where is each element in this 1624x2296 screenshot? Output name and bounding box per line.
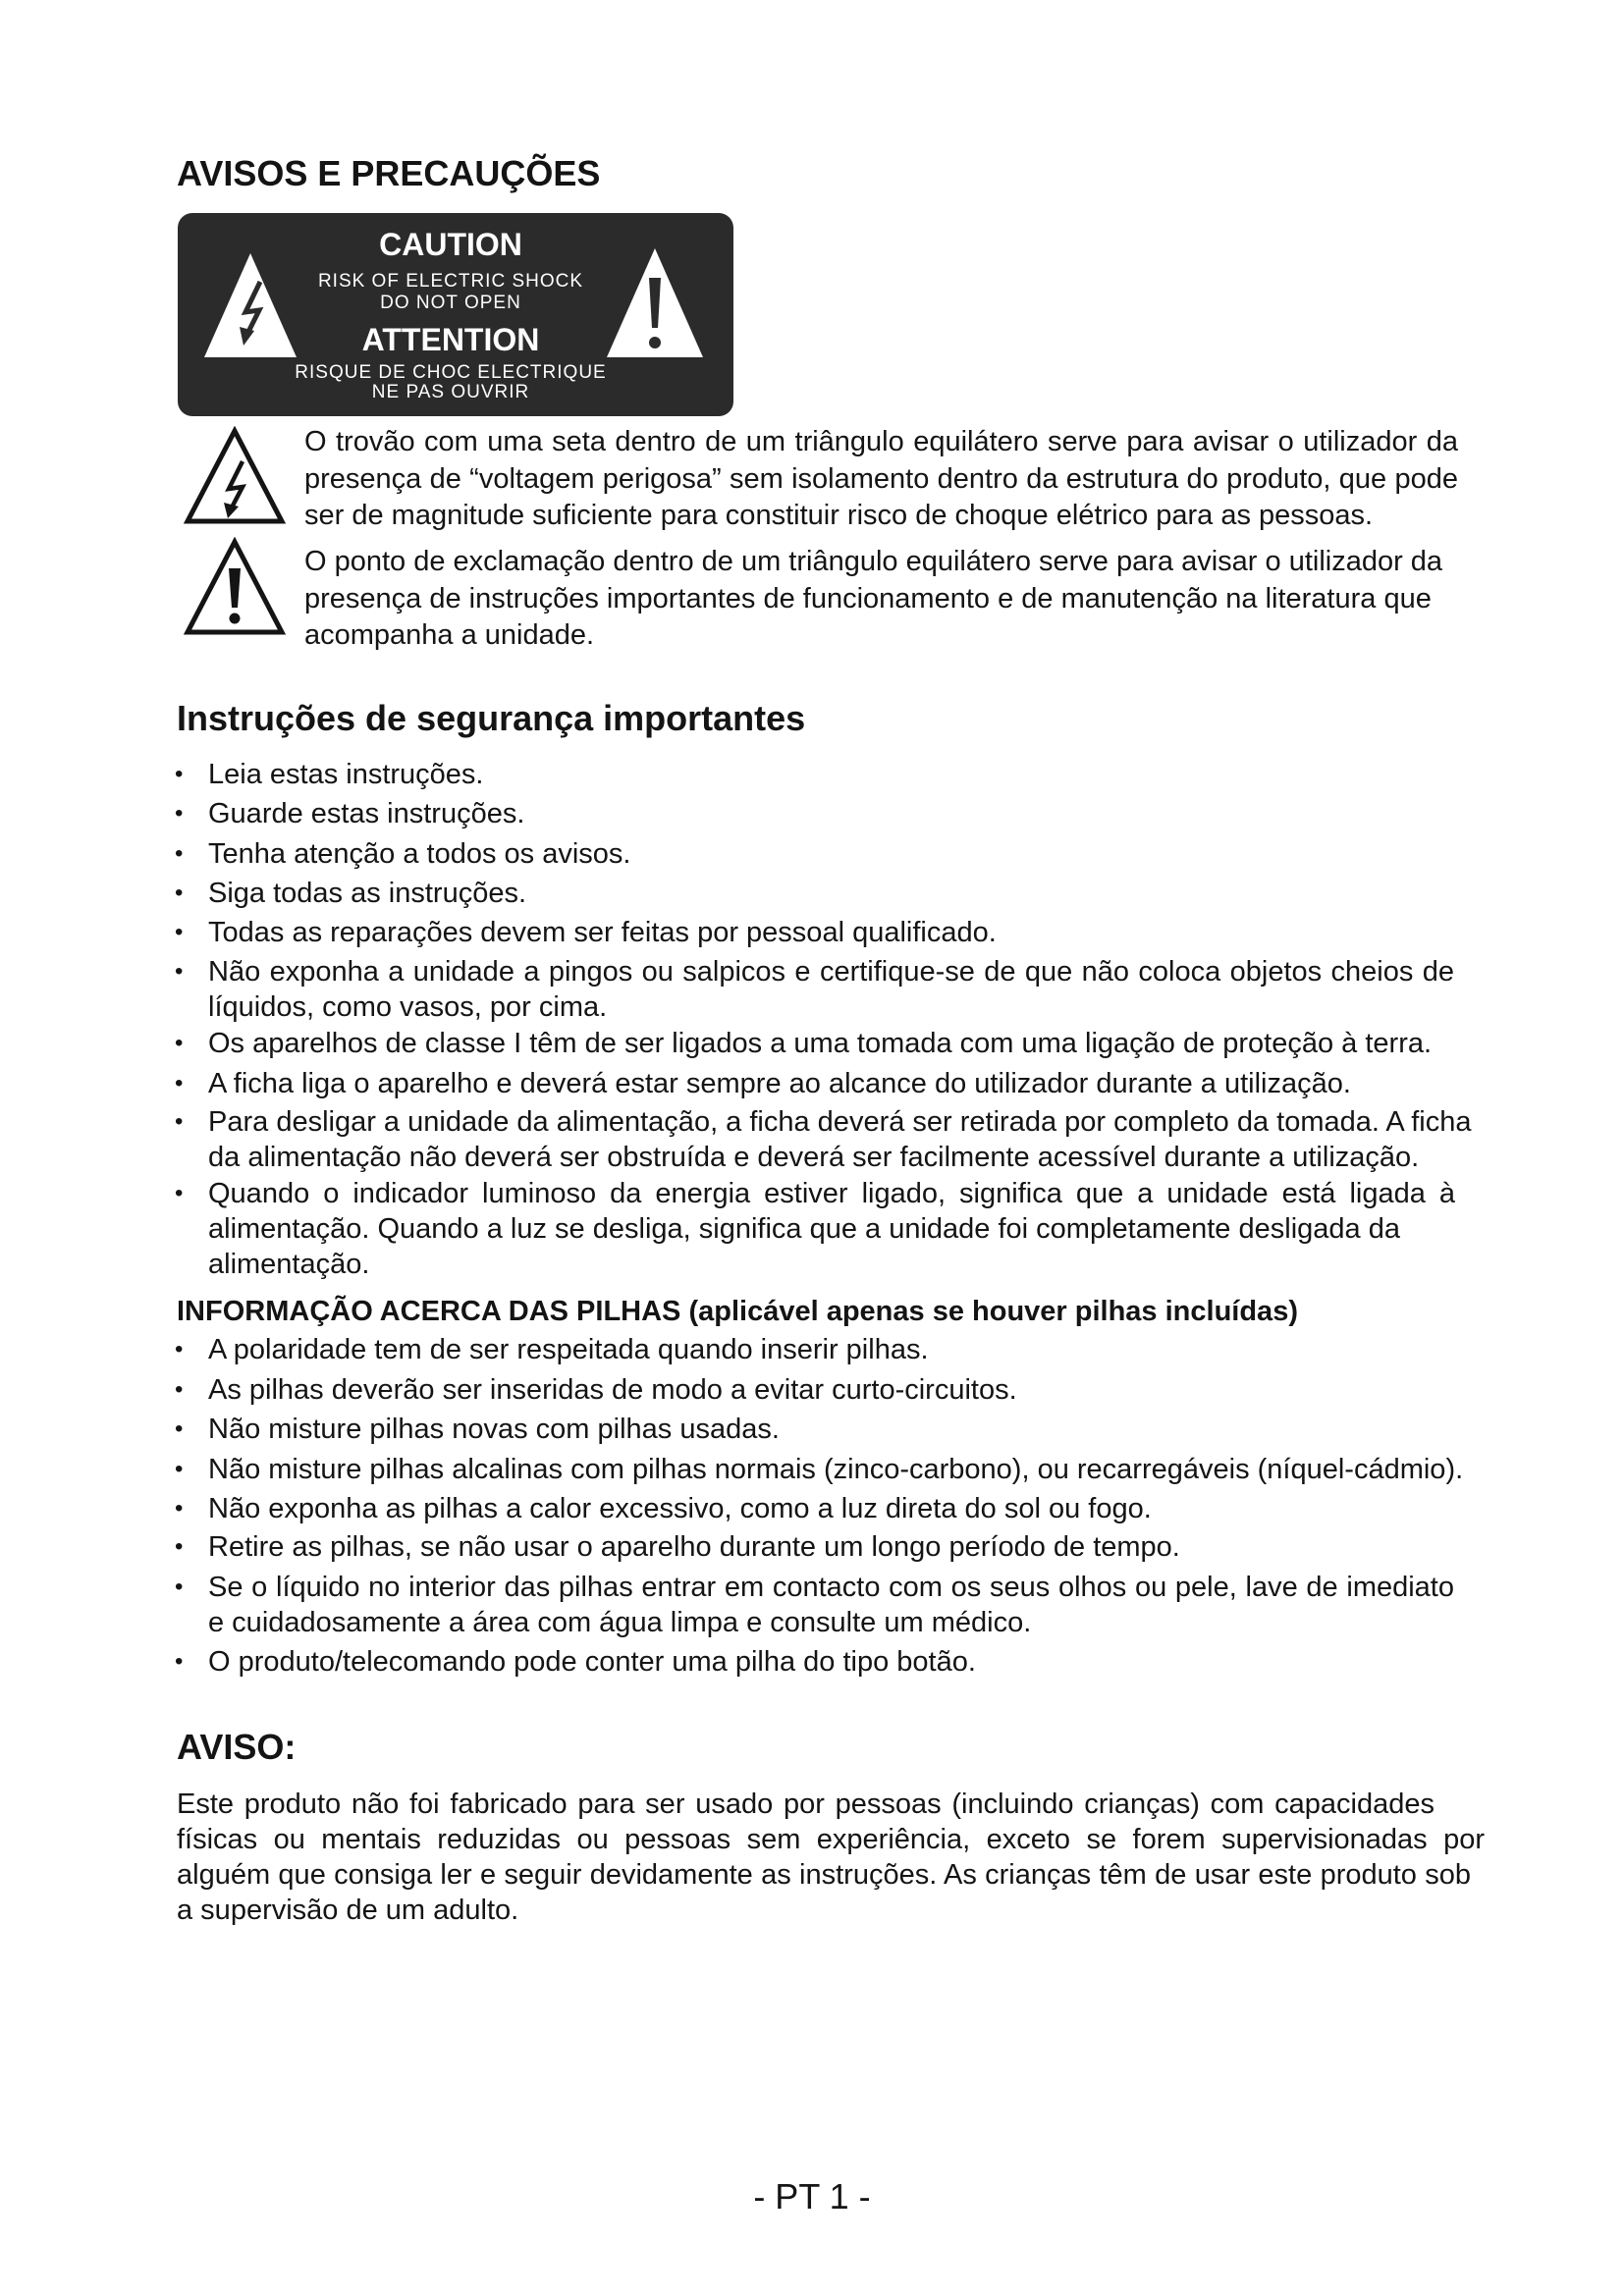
bullet-marker	[175, 954, 190, 989]
lightning-symbol-explanation	[304, 424, 1458, 535]
bullet-marker	[175, 915, 190, 950]
exclamation-in-triangle-icon	[607, 248, 703, 357]
caution-label	[178, 213, 733, 416]
text-line: ser de magnitude suficiente para constituir risco de choque elétrico para as pessoas.	[304, 500, 1374, 531]
lightning-in-triangle-icon	[183, 426, 287, 526]
text-line: alimentação. Quando a luz se desliga, significa que a unidade foi completamente desligada da	[208, 1213, 1400, 1245]
bullet-marker	[175, 836, 190, 872]
text-line: Este produto não foi fabricado para ser usado por pessoas (incluindo crianças) com capacidades	[177, 1789, 1435, 1820]
bullet-marker	[175, 1066, 190, 1101]
text-line: O ponto de exclamação dentro de um triângulo equilátero serve para avisar o utilizador da	[304, 546, 1443, 577]
text-line: Não misture pilhas novas com pilhas usadas.	[208, 1414, 780, 1445]
attention-risk-text: RISQUE DE CHOC ELECTRIQUE	[295, 362, 607, 383]
lightning-in-triangle-icon	[204, 253, 297, 357]
list-item	[175, 1644, 976, 1680]
exclamation-in-triangle-icon	[183, 537, 287, 637]
text-line: Para desligar a unidade da alimentação, a ficha deverá ser retirada por completo da tomada. A ficha	[208, 1106, 1472, 1138]
warning-paragraph	[177, 1787, 1485, 1928]
text-line: alimentação.	[208, 1249, 370, 1280]
list-item	[175, 796, 524, 831]
list-item	[175, 1529, 1180, 1565]
bullet-marker	[175, 1570, 190, 1605]
text-line: Não misture pilhas alcalinas com pilhas normais (zinco-carbono), ou recarregáveis (níquel-cádmio).	[208, 1454, 1464, 1485]
caution-do-not-open-text: DO NOT OPEN	[380, 293, 521, 313]
list-item	[175, 1452, 1463, 1487]
text-line: Tenha atenção a todos os avisos.	[208, 838, 631, 870]
bullet-marker	[175, 876, 190, 911]
text-line: acompanha a unidade.	[304, 619, 595, 651]
exclamation-symbol-explanation	[304, 544, 1442, 655]
attention-heading: ATTENTION	[361, 322, 540, 357]
bullet-marker	[175, 796, 190, 831]
list-item	[175, 1066, 1351, 1101]
text-line: O trovão com uma seta dentro de um triângulo equilátero serve para avisar o utilizador da	[304, 426, 1458, 457]
list-item	[175, 1570, 1454, 1640]
text-line: Siga todas as instruções.	[208, 878, 527, 909]
text-line: Não exponha a unidade a pingos ou salpicos e certifique-se de que não coloca objetos cheios de	[208, 956, 1454, 988]
batteries-heading: INFORMAÇÃO ACERCA DAS PILHAS (aplicável apenas se houver pilhas incluídas)	[177, 1296, 1298, 1327]
page-title: AVISOS E PRECAUÇÕES	[177, 153, 601, 193]
bullet-marker	[175, 1491, 190, 1526]
bullet-marker	[175, 1644, 190, 1680]
list-item	[175, 876, 526, 911]
bullet-marker	[175, 1412, 190, 1447]
text-line: A ficha liga o aparelho e deverá estar sempre ao alcance do utilizador durante a utilização.	[208, 1068, 1351, 1099]
bullet-marker	[175, 1332, 190, 1367]
bullet-marker	[175, 1529, 190, 1565]
text-line: Se o líquido no interior das pilhas entrar em contacto com os seus olhos ou pele, lave de imediato	[208, 1572, 1454, 1603]
text-line: O produto/telecomando pode conter uma pilha do tipo botão.	[208, 1646, 976, 1678]
text-line: Os aparelhos de classe I têm de ser ligados a uma tomada com uma ligação de proteção à terra.	[208, 1028, 1433, 1059]
text-line: físicas ou mentais reduzidas ou pessoas sem experiência, exceto se forem supervisionadas por	[177, 1824, 1485, 1855]
list-item	[175, 1176, 1455, 1282]
text-line: a supervisão de um adulto.	[177, 1895, 519, 1926]
text-line: A polaridade tem de ser respeitada quando inserir pilhas.	[208, 1334, 929, 1365]
warning-heading: AVISO:	[177, 1727, 297, 1767]
list-item	[175, 915, 997, 950]
text-line: presença de “voltagem perigosa” sem isolamento dentro da estrutura do produto, que pode	[304, 462, 1458, 495]
bullet-marker	[175, 757, 190, 792]
list-item	[175, 1332, 929, 1367]
list-item	[175, 1372, 1017, 1408]
text-line: alguém que consiga ler e seguir devidamente as instruções. As crianças têm de usar este produto sob	[177, 1859, 1471, 1891]
text-line: Quando o indicador luminoso da energia estiver ligado, significa que a unidade está ligada à	[208, 1178, 1455, 1209]
text-line: da alimentação não deverá ser obstruída e deverá ser facilmente acessível durante a utilização.	[208, 1142, 1420, 1173]
bullet-marker	[175, 1026, 190, 1061]
bullet-marker	[175, 1452, 190, 1487]
text-line: e cuidadosamente a área com água limpa e consulte um médico.	[208, 1607, 1032, 1638]
safety-heading: Instruções de segurança importantes	[177, 698, 806, 738]
list-item	[175, 1026, 1432, 1061]
bullet-marker	[175, 1104, 190, 1140]
text-line: As pilhas deverão ser inseridas de modo a evitar curto-circuitos.	[208, 1374, 1017, 1406]
caution-risk-text: RISK OF ELECTRIC SHOCK	[317, 271, 584, 292]
list-item	[175, 1104, 1472, 1175]
text-line: Retire as pilhas, se não usar o aparelho durante um longo período de tempo.	[208, 1531, 1180, 1563]
attention-do-not-open-text: NE PAS OUVRIR	[371, 382, 530, 402]
bullet-marker	[175, 1176, 190, 1211]
text-line: Leia estas instruções.	[208, 759, 484, 790]
list-item	[175, 757, 483, 792]
list-item	[175, 1412, 780, 1447]
bullet-marker	[175, 1372, 190, 1408]
text-line: Guarde estas instruções.	[208, 798, 525, 829]
page-number: - PT 1 -	[753, 2176, 871, 2216]
text-line: líquidos, como vasos, por cima.	[208, 991, 608, 1023]
list-item	[175, 954, 1454, 1025]
text-line: presença de instruções importantes de funcionamento e de manutenção na literatura que	[304, 582, 1432, 614]
list-item	[175, 1491, 1152, 1526]
caution-heading: CAUTION	[379, 227, 522, 262]
list-item	[175, 836, 630, 872]
text-line: Todas as reparações devem ser feitas por pessoal qualificado.	[208, 917, 997, 948]
text-line: Não exponha as pilhas a calor excessivo, como a luz direta do sol ou fogo.	[208, 1493, 1152, 1524]
